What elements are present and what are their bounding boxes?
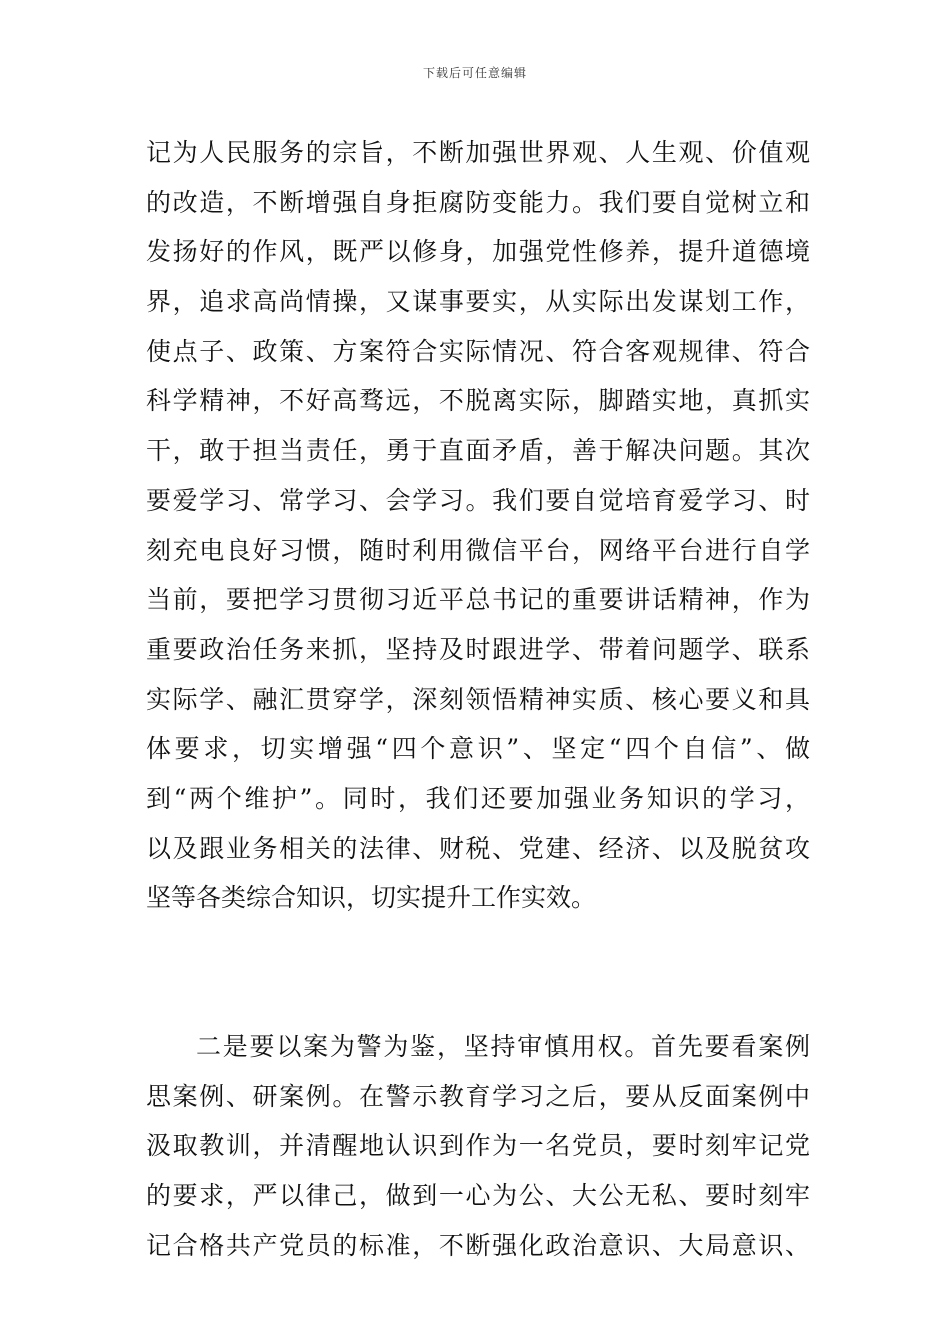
text-line: 记合格共产党员的标准，不断强化政治意识、大局意识、 xyxy=(146,1230,810,1260)
text-line: 使点子、政策、方案符合实际情况、符合客观规律、符合 xyxy=(146,336,810,366)
text-line: 重要政治任务来抓，坚持及时跟进学、带着问题学、联系 xyxy=(146,634,810,664)
text-line: 的改造，不断增强自身拒腐防变能力。我们要自觉树立和 xyxy=(146,187,810,217)
text-line: 汲取教训，并清醒地认识到作为一名党员，要时刻牢记党 xyxy=(146,1131,810,1161)
text-line: 二是要以案为警为鉴，坚持审慎用权。首先要看案例 xyxy=(196,1032,810,1061)
page-header: 下载后可任意编辑 xyxy=(422,66,527,80)
text-line: 要爱学习、常学习、会学习。我们要自觉培育爱学习、时 xyxy=(146,485,810,515)
text-line: 的要求，严以律己，做到一心为公、大公无私、要时刻牢 xyxy=(146,1181,810,1211)
text-line: 记为人民服务的宗旨，不断加强世界观、人生观、价值观 xyxy=(146,138,810,167)
text-line: 发扬好的作风，既严以修身，加强党性修养，提升道德境 xyxy=(146,237,810,267)
text-line: 当前，要把学习贯彻习近平总书记的重要讲话精神，作为 xyxy=(146,585,810,615)
paragraph-1 xyxy=(146,128,810,923)
paragraph-gap xyxy=(146,923,810,1022)
paragraph-2 xyxy=(146,1022,810,1270)
text-line: 刻充电良好习惯，随时利用微信平台，网络平台进行自学 xyxy=(146,535,810,565)
text-line: 到“两个维护”。同时，我们还要加强业务知识的学习， xyxy=(146,783,810,813)
text-line: 体要求，切实增强“四个意识”、坚定“四个自信”、做 xyxy=(146,734,810,764)
text-line: 界，追求高尚情操，又谋事要实，从实际出发谋划工作， xyxy=(146,287,810,317)
text-line: 科学精神，不好高骛远，不脱离实际，脚踏实地，真抓实 xyxy=(146,386,810,416)
text-line: 以及跟业务相关的法律、财税、党建、经济、以及脱贫攻 xyxy=(146,833,810,863)
text-line: 思案例、研案例。在警示教育学习之后，要从反面案例中 xyxy=(146,1081,810,1111)
document-body xyxy=(146,128,810,1270)
text-line: 坚等各类综合知识，切实提升工作实效。 xyxy=(146,883,597,913)
text-line: 实际学、融汇贯穿学，深刻领悟精神实质、核心要义和具 xyxy=(146,684,810,714)
text-line: 干，敢于担当责任，勇于直面矛盾，善于解决问题。其次 xyxy=(146,436,810,466)
